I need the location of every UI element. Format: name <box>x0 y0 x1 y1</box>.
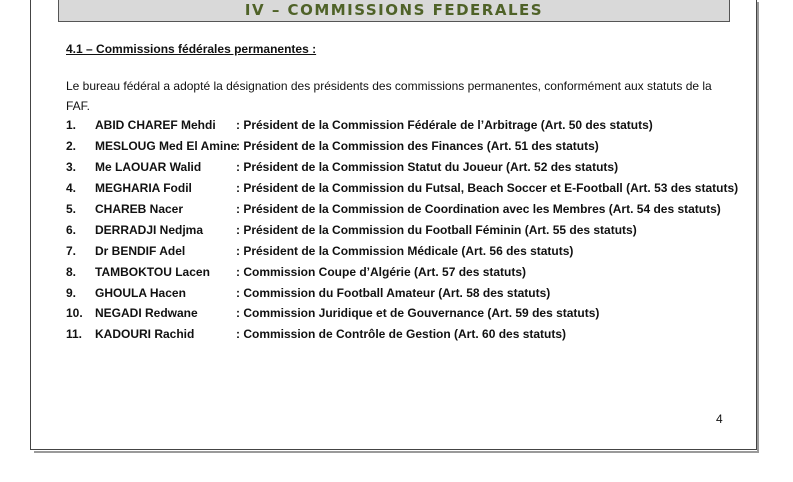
member-name: CHAREB Nacer <box>95 202 184 216</box>
list-item <box>66 157 731 178</box>
member-role: : Président de la Commission de Coordination avec les Membres (Art. 54 des statuts) <box>236 202 721 216</box>
list-item <box>66 219 731 240</box>
member-role: : Président de la Commission des Finances (Art. 51 des statuts) <box>236 139 599 154</box>
member-role: : Président de la Commission du Futsal, Beach Soccer et E-Football (Art. 53 des statuts) <box>236 181 739 196</box>
member-name: Me LAOUAR Walid <box>95 160 202 175</box>
intro-paragraph: Le bureau fédéral a adopté la désignation des présidents des commissions permanentes, conformément aux statuts de la FAF. <box>66 79 712 113</box>
list-item <box>66 303 731 324</box>
list-item <box>66 199 731 220</box>
member-name: Dr BENDIF Adel <box>95 243 186 258</box>
item-number: 3. <box>66 160 77 175</box>
member-role: : Commission du Football Amateur (Art. 58 des statuts) <box>236 285 551 300</box>
member-name: TAMBOKTOU Lacen <box>95 264 210 279</box>
list-item <box>66 115 731 136</box>
member-role: : Commission de Contrôle de Gestion (Art. 60 des statuts) <box>236 327 567 342</box>
member-role: : Président de la Commission Médicale (Art. 56 des statuts) <box>236 243 574 258</box>
page-shadow-bottom <box>34 451 759 453</box>
member-name: KADOURI Rachid <box>95 327 195 342</box>
page-shadow-right <box>757 2 759 452</box>
list-item <box>66 324 731 345</box>
item-number: 6. <box>66 222 77 237</box>
list-item <box>66 261 731 282</box>
item-number: 10. <box>66 306 83 321</box>
member-name: NEGADI Redwane <box>95 306 198 321</box>
member-role: : Président de la Commission Statut du Joueur (Art. 52 des statuts) <box>236 160 619 175</box>
member-role: : Commission Coupe d’Algérie (Art. 57 des statuts) <box>236 264 527 279</box>
item-number: 8. <box>66 264 77 279</box>
member-role: : Président de la Commission du Football Féminin (Art. 55 des statuts) <box>236 222 637 237</box>
item-number: 1. <box>66 118 77 133</box>
item-number: 4. <box>66 181 77 196</box>
member-name: GHOULA Hacen <box>95 285 186 300</box>
member-role: : Président de la Commission Fédérale de l’Arbitrage (Art. 50 des statuts) <box>236 118 653 133</box>
commission-members-list <box>66 115 739 345</box>
item-number: 11. <box>66 327 83 342</box>
page-number: 4 <box>716 412 723 426</box>
member-name: MEGHARIA Fodil <box>95 181 192 196</box>
member-name: ABID CHAREF Mehdi <box>95 118 216 133</box>
list-item <box>66 136 731 157</box>
item-number: 7. <box>66 243 77 258</box>
member-name: MESLOUG Med El Amine <box>95 139 238 154</box>
item-number: 5. <box>66 202 77 216</box>
item-number: 2. <box>66 139 77 154</box>
list-item <box>66 178 739 199</box>
chapter-header <box>58 0 730 22</box>
member-role: : Commission Juridique et de Gouvernance (Art. 59 des statuts) <box>236 306 600 321</box>
item-number: 9. <box>66 285 77 300</box>
list-item <box>66 282 731 303</box>
section-heading: 4.1 – Commissions fédérales permanentes : <box>66 42 317 56</box>
chapter-title: IV – COMMISSIONS FEDERALES <box>244 0 544 19</box>
list-item <box>66 240 731 261</box>
member-name: DERRADJI Nedjma <box>95 222 204 237</box>
